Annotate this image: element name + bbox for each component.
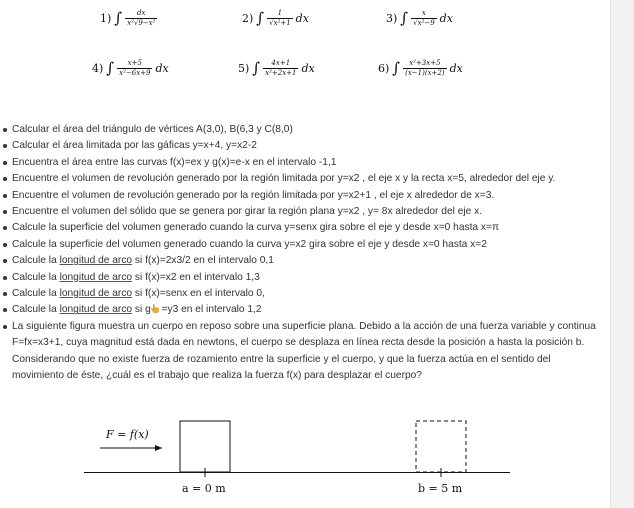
item-text: Calcule la bbox=[12, 288, 60, 300]
denominator: (x−1)(x+2) bbox=[405, 69, 445, 77]
list-item bbox=[0, 302, 605, 318]
fraction bbox=[125, 10, 157, 27]
diagram-canvas bbox=[82, 397, 512, 508]
differential: dx bbox=[449, 62, 463, 75]
integral-number: 6) bbox=[378, 62, 390, 75]
item-text: si f(x)=senx en el intervalo 0, bbox=[132, 288, 265, 300]
integral-number: 4) bbox=[92, 62, 104, 75]
item-text: Calcule la bbox=[12, 271, 60, 283]
position-a-label: a = 0 m bbox=[182, 482, 226, 495]
integral-sign: ∫ bbox=[252, 59, 261, 77]
arc-length-link[interactable]: longitud de arco bbox=[59, 288, 133, 300]
item-text: si g bbox=[132, 304, 151, 316]
question-list bbox=[0, 122, 605, 385]
numerator: x²+3x+5 bbox=[409, 59, 441, 67]
integral-4 bbox=[92, 60, 169, 77]
list-item bbox=[0, 286, 605, 302]
hand-pointer-icon bbox=[151, 304, 159, 313]
item-text: si f(x)=2x3/2 en el intervalo 0,1 bbox=[132, 255, 274, 267]
force-diagram bbox=[82, 397, 512, 508]
fraction bbox=[403, 60, 446, 77]
list-item: Calcule la superficie del volumen generado cuando la curva y=senx gira sobre el eje y desde x=0 hasta x=π bbox=[0, 220, 605, 236]
list-item: Calcular el área del triángulo de vértices A(3,0), B(6,3 y C(8,0) bbox=[0, 122, 605, 138]
numerator: 4x+1 bbox=[271, 59, 291, 67]
arc-length-link[interactable]: longitud de arco bbox=[59, 304, 133, 316]
integral-6 bbox=[378, 60, 463, 77]
list-item: La siguiente figura muestra un cuerpo en reposo sobre una superficie plana. Debido a la acción de una fuerza variable y continua F=fx=x3+1, cuya magnitud está dada en newtons, el cuerpo se desplaza en línea recta desde la posición a hasta la posición b. Considerando que no existe fuerza de rozamiento entre la superficie y el cuerpo, y que la fuerza actúa en el sentido del movimiento de éste, ¿cuál es el trabajo que realiza la fuerza f(x) para desplazar el cuerpo? bbox=[0, 319, 605, 385]
numerator: x+5 bbox=[127, 59, 142, 67]
denominator: √x²−9 bbox=[413, 19, 435, 27]
item-text: Calcule la bbox=[12, 255, 60, 267]
item-text: Calcule la bbox=[12, 304, 60, 316]
integral-number: 3) bbox=[386, 12, 398, 25]
fraction bbox=[263, 60, 298, 77]
list-item: Encuentra el área entre las curvas f(x)=ex y g(x)=e-x en el intervalo -1,1 bbox=[0, 155, 605, 171]
integral-1 bbox=[100, 10, 160, 27]
denominator: x²√9−x² bbox=[127, 19, 156, 27]
list-item bbox=[0, 270, 605, 286]
list-item: Encuentre el volumen de revolución generado por la región limitada por y=x2+1 , el eje x alrededor de x=3. bbox=[0, 188, 605, 204]
integral-2 bbox=[242, 10, 309, 27]
numerator: dx bbox=[137, 9, 146, 17]
list-item: Encuentre el volumen de revolución generado por la región limitada por y=x2 , el eje x y la recta x=5, alrededor del eje y. bbox=[0, 171, 605, 187]
force-label: F = f(x) bbox=[106, 428, 149, 441]
list-item bbox=[0, 253, 605, 269]
integral-sign: ∫ bbox=[392, 59, 401, 77]
integral-sign: ∫ bbox=[400, 9, 409, 27]
list-item: Encuentre el volumen del sólido que se genera por girar la región plana y=x2 , y= 8x alrededor del eje x. bbox=[0, 204, 605, 220]
differential: dx bbox=[155, 62, 169, 75]
integrals-image bbox=[56, 0, 506, 102]
fraction bbox=[411, 10, 437, 27]
integral-sign: ∫ bbox=[106, 59, 115, 77]
numerator: x bbox=[421, 9, 426, 17]
integral-sign: ∫ bbox=[256, 9, 265, 27]
integral-5 bbox=[238, 60, 315, 77]
force-arrow-head bbox=[155, 445, 162, 451]
fraction bbox=[117, 60, 152, 77]
denominator: √x²+1 bbox=[269, 19, 291, 27]
integral-sign: ∫ bbox=[114, 9, 123, 27]
integral-number: 5) bbox=[238, 62, 250, 75]
list-item: Calcular el área limitada por las gáficas y=x+4, y=x2-2 bbox=[0, 138, 605, 154]
item-text: si f(x)=x2 en el intervalo 1,3 bbox=[132, 271, 260, 283]
fraction bbox=[267, 10, 293, 27]
denominator: x²+2x+1 bbox=[265, 69, 297, 77]
integral-3 bbox=[386, 10, 453, 27]
denominator: x²−6x+9 bbox=[119, 69, 151, 77]
arc-length-link[interactable]: longitud de arco bbox=[59, 255, 133, 267]
integral-number: 1) bbox=[100, 12, 112, 25]
list-item: Calcule la superficie del volumen generado cuando la curva y=x2 gira sobre el eje y desde x=0 hasta x=2 bbox=[0, 237, 605, 253]
item-text: =y3 en el intervalo 1,2 bbox=[158, 304, 262, 316]
body-block bbox=[180, 421, 230, 472]
arc-length-link[interactable]: longitud de arco bbox=[59, 271, 133, 283]
position-b-label: b = 5 m bbox=[418, 482, 463, 495]
differential: dx bbox=[439, 12, 453, 25]
differential: dx bbox=[295, 12, 309, 25]
scroll-gutter bbox=[610, 0, 634, 508]
body-final-position bbox=[416, 421, 466, 472]
numerator: 1 bbox=[277, 9, 283, 17]
differential: dx bbox=[301, 62, 315, 75]
integral-number: 2) bbox=[242, 12, 254, 25]
